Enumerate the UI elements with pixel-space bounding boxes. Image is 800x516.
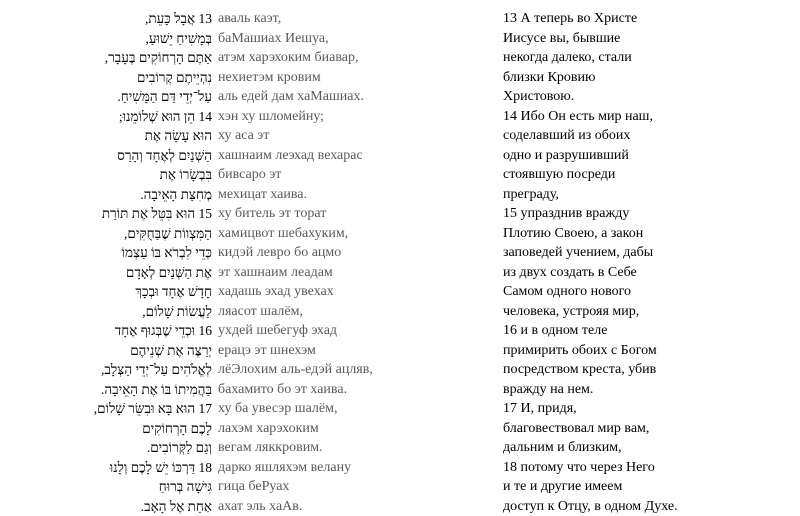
hebrew-line: נִהְיֵיתֶם קְרוֹבִים: [96, 68, 212, 88]
translit-line: хадашь эхад увехах: [218, 282, 468, 302]
hebrew-line: אֶת הַשְּׁנַיִם לְאָדָם: [96, 263, 212, 283]
russian-line: доступ к Отцу, в одном Духе.: [503, 497, 793, 516]
translit-line: бахамито бо эт хаива.: [218, 380, 468, 400]
hebrew-line: הוּא עָשָׂה אֶת: [96, 126, 212, 146]
russian-line: некогда далеко, стали: [503, 48, 793, 68]
hebrew-line: כְּדֵי לִבְרֹא בּוֹ עַצְמוֹ: [96, 243, 212, 263]
russian-line: Христовою.: [503, 87, 793, 107]
russian-line: преграду,: [503, 185, 793, 205]
hebrew-line: בִּבְשָׂרוֹ אֶת: [96, 165, 212, 185]
translit-line: аль едей дам хаМашиах.: [218, 87, 468, 107]
hebrew-line: בַּהֲמִיתוֹ בּוֹ אֶת הָאֵיבָה.: [96, 380, 212, 400]
hebrew-line: הַמִּצְווֹת שֶׁבַּחֻקִּים,: [96, 224, 212, 244]
translit-line: хамицвот шебахуким,: [218, 224, 468, 244]
transliteration-column: [218, 9, 468, 516]
russian-line: из двух создать в Себе: [503, 263, 793, 283]
russian-translation-column: [503, 9, 793, 516]
translit-line: ахат эль хаАв.: [218, 497, 468, 516]
translit-line: эт хашнаим леадам: [218, 263, 468, 283]
russian-line: примирить обоих с Богом: [503, 341, 793, 361]
russian-line: стоявшую посреди: [503, 165, 793, 185]
hebrew-line: הַשְּׁנַיִם לְאֶחָד וְהָרַס: [96, 146, 212, 166]
translit-line: аваль каэт,: [218, 9, 468, 29]
translit-line: нехиетэм кровим: [218, 68, 468, 88]
hebrew-line: מְחִצַּת הָאֵיבָה.: [96, 185, 212, 205]
hebrew-line: לָכֶם הָרְחוֹקִים: [96, 419, 212, 439]
russian-line: посредством креста, убив: [503, 360, 793, 380]
translit-line: хашнаим леэхад вехарас: [218, 146, 468, 166]
hebrew-line: יְרַצֶּה אֶת שְׁנֵיהֶם: [96, 341, 212, 361]
translit-line: ляасот шалём,: [218, 302, 468, 322]
translit-line: бивсаро эт: [218, 165, 468, 185]
russian-line: вражду на нем.: [503, 380, 793, 400]
russian-line: одно и разрушивший: [503, 146, 793, 166]
translit-line: ху аса эт: [218, 126, 468, 146]
russian-line: 14 Ибо Он есть мир наш,: [503, 107, 793, 127]
hebrew-line: 16 וּכְדֵי שֶׁבְּגוּף אֶחָד: [96, 321, 212, 341]
russian-line: Иисусе вы, бывшие: [503, 29, 793, 49]
hebrew-line: 15 הוּא בִּטֵּל אֶת תּוֹרַת: [96, 204, 212, 224]
translit-line: вегам ляккровим.: [218, 438, 468, 458]
translit-line: лёЭлохим аль-едэй ацляв,: [218, 360, 468, 380]
translit-line: дарко яшляхэм велану: [218, 458, 468, 478]
translit-line: ухдей шебегуф эхад: [218, 321, 468, 341]
translit-line: мехицат хаива.: [218, 185, 468, 205]
hebrew-line: 17 הוּא בָּא וּבִשֵּׂר שָׁלוֹם,: [96, 399, 212, 419]
hebrew-line: חָדָשׁ אֶחָד וּבְכָךְ: [96, 282, 212, 302]
russian-line: соделавший из обоих: [503, 126, 793, 146]
translit-line: ху ба увесэр шалём,: [218, 399, 468, 419]
russian-line: 15 упразднив вражду: [503, 204, 793, 224]
russian-line: человека, устрояя мир,: [503, 302, 793, 322]
translit-line: лахэм харэхоким: [218, 419, 468, 439]
translit-line: хэн ху шломейну;: [218, 107, 468, 127]
hebrew-line: וְגַם לַקְּרוֹבִים.: [96, 438, 212, 458]
russian-line: дальним и близким,: [503, 438, 793, 458]
russian-line: благовествовал мир вам,: [503, 419, 793, 439]
hebrew-text-column: [96, 9, 212, 516]
hebrew-line: אַתֶּם הָרְחוֹקִים בֶּעָבָר,: [96, 48, 212, 68]
hebrew-line: אַחַת אֶל הָאָב.: [96, 497, 212, 516]
russian-line: 17 И, придя,: [503, 399, 793, 419]
hebrew-line: 14 הֵן הוּא שְׁלוֹמֵנוּ;: [96, 107, 212, 127]
russian-line: заповедей учением, дабы: [503, 243, 793, 263]
russian-line: 13 А теперь во Христе: [503, 9, 793, 29]
hebrew-line: עַל־יְדֵי דַּם הַמָּשִׁיחַ.: [96, 87, 212, 107]
russian-line: 18 потому что через Него: [503, 458, 793, 478]
hebrew-line: לְאֱלֹהִים עַל־יְדֵי הַצְּלָב,: [96, 360, 212, 380]
hebrew-line: גִּישָׁה בְּרוּחַ: [96, 477, 212, 497]
russian-line: близки Кровию: [503, 68, 793, 88]
russian-line: Самом одного нового: [503, 282, 793, 302]
hebrew-line: 13 אֲבָל כָּעֵת,: [96, 9, 212, 29]
translit-line: ху битель эт торат: [218, 204, 468, 224]
translit-line: ерацэ эт шнехэм: [218, 341, 468, 361]
russian-line: и те и другие имеем: [503, 477, 793, 497]
hebrew-line: בְּמָשִׁיחַ יֵשׁוּעַ,: [96, 29, 212, 49]
russian-line: 16 и в одном теле: [503, 321, 793, 341]
hebrew-line: 18 דַּרְכּוֹ יֵשׁ לָכֶם וְלָנוּ: [96, 458, 212, 478]
translit-line: баМашиах Иешуа,: [218, 29, 468, 49]
translit-line: кидэй левро бо ацмо: [218, 243, 468, 263]
translit-line: гица беРуах: [218, 477, 468, 497]
hebrew-line: לַעֲשׂוֹת שָׁלוֹם,: [96, 302, 212, 322]
russian-line: Плотию Своею, а закон: [503, 224, 793, 244]
translit-line: атэм харэхоким биавар,: [218, 48, 468, 68]
